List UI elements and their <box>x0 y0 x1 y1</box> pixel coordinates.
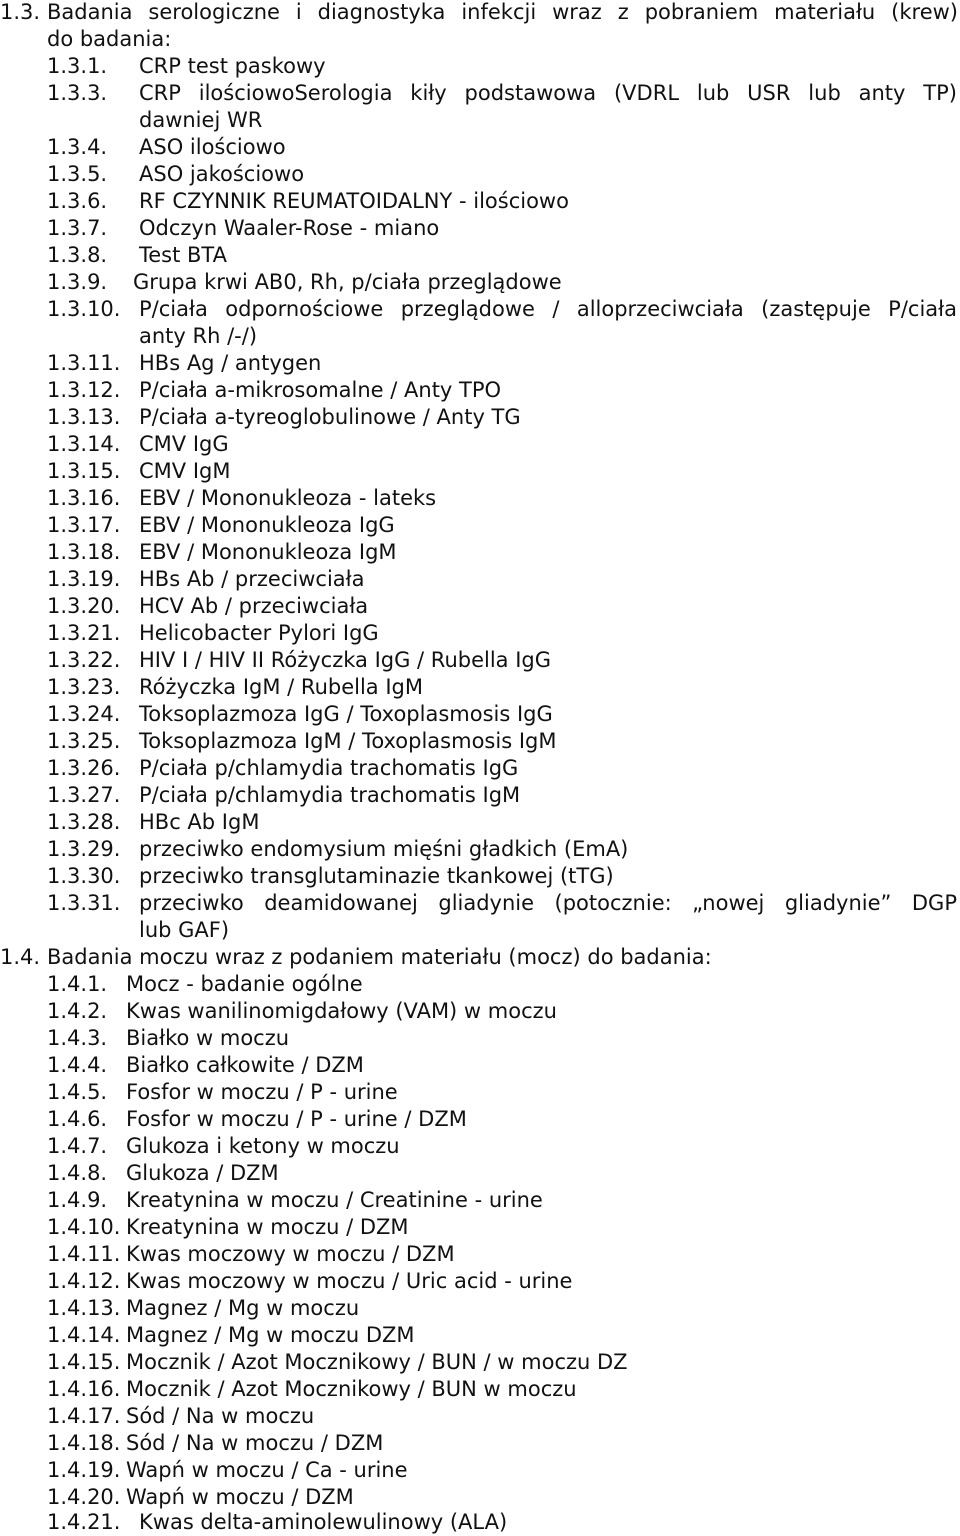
item-text: CRP ilościowoSerologia kiły podstawowa (VDRL lub USR lub anty TP) <box>139 81 957 105</box>
item-text: P/ciała a-mikrosomalne / Anty TPO <box>139 378 502 402</box>
item-text-continuation: dawniej WR <box>139 108 263 132</box>
item-number: 1.3.30. <box>47 864 121 888</box>
item-number: 1.3.11. <box>47 351 121 375</box>
item-text: Kwas moczowy w moczu / Uric acid - urine <box>126 1269 573 1293</box>
item-number: 1.4.3. <box>47 1026 108 1050</box>
item-number: 1.3.28. <box>47 810 121 834</box>
item-number: 1.3.13. <box>47 405 121 429</box>
item-number: 1.3.17. <box>47 513 121 537</box>
item-text: Glukoza / DZM <box>126 1161 279 1185</box>
item-text: Białko w moczu <box>126 1026 290 1050</box>
item-number: 1.4.14. <box>47 1323 121 1347</box>
item-number: 1.3.14. <box>47 432 121 456</box>
item-text: Odczyn Waaler-Rose - miano <box>139 216 440 240</box>
item-number: 1.4.13. <box>47 1296 121 1320</box>
item-number: 1.4.17. <box>47 1404 121 1428</box>
item-number: 1.3.7. <box>47 216 108 240</box>
item-text: przeciwko endomysium mięśni gładkich (EmA) <box>139 837 629 861</box>
item-text: Kwas delta-aminolewulinowy (ALA) <box>139 1510 508 1534</box>
item-number: 1.4.20. <box>47 1485 121 1509</box>
item-text: RF CZYNNIK REUMATOIDALNY - ilościowo <box>139 189 569 213</box>
item-text: Kreatynina w moczu / DZM <box>126 1215 409 1239</box>
item-text: HBs Ag / antygen <box>139 351 322 375</box>
item-text: Kwas moczowy w moczu / DZM <box>126 1242 455 1266</box>
item-text: HBc Ab IgM <box>139 810 260 834</box>
item-number: 1.4.8. <box>47 1161 108 1185</box>
item-text: ASO ilościowo <box>139 135 286 159</box>
item-text: Magnez / Mg w moczu DZM <box>126 1323 415 1347</box>
item-number: 1.3.3. <box>47 81 108 105</box>
section-title: Badania moczu wraz z podaniem materiału (mocz) do badania: <box>47 945 712 969</box>
item-number: 1.3.22. <box>47 648 121 672</box>
item-number: 1.4.21. <box>47 1510 121 1534</box>
item-number: 1.4.9. <box>47 1188 108 1212</box>
item-number: 1.3.29. <box>47 837 121 861</box>
item-number: 1.3.23. <box>47 675 121 699</box>
item-text-continuation: anty Rh /-/) <box>139 324 258 348</box>
item-text: P/ciała odpornościowe przeglądowe / alloprzeciwciała (zastępuje P/ciała <box>139 297 957 321</box>
item-number: 1.3.26. <box>47 756 121 780</box>
item-text: Mocz - badanie ogólne <box>126 972 363 996</box>
item-text-continuation: lub GAF) <box>139 918 230 942</box>
item-text: Helicobacter Pylori IgG <box>139 621 379 645</box>
item-text: HBs Ab / przeciwciała <box>139 567 365 591</box>
item-number: 1.3.20. <box>47 594 121 618</box>
item-number: 1.4.12. <box>47 1269 121 1293</box>
item-text: HCV Ab / przeciwciała <box>139 594 369 618</box>
item-text: Mocznik / Azot Mocznikowy / BUN w moczu <box>126 1377 577 1401</box>
item-text: Grupa krwi AB0, Rh, p/ciała przeglądowe <box>133 270 562 294</box>
item-text: HIV I / HIV II Różyczka IgG / Rubella IgG <box>139 648 552 672</box>
item-number: 1.3.5. <box>47 162 108 186</box>
item-number: 1.3.18. <box>47 540 121 564</box>
item-number: 1.4.7. <box>47 1134 108 1158</box>
item-text: P/ciała p/chlamydia trachomatis IgG <box>139 756 519 780</box>
item-number: 1.3.8. <box>47 243 108 267</box>
item-text: Fosfor w moczu / P - urine / DZM <box>126 1107 467 1131</box>
item-number: 1.4.10. <box>47 1215 121 1239</box>
item-text: Mocznik / Azot Mocznikowy / BUN / w moczu DZ <box>126 1350 628 1374</box>
item-number: 1.4.1. <box>47 972 108 996</box>
item-number: 1.4.6. <box>47 1107 108 1131</box>
item-number: 1.4.2. <box>47 999 108 1023</box>
item-number: 1.3.19. <box>47 567 121 591</box>
item-text: Glukoza i ketony w moczu <box>126 1134 400 1158</box>
item-text: Sód / Na w moczu / DZM <box>126 1431 384 1455</box>
item-number: 1.3.31. <box>47 891 121 915</box>
item-text: Wapń w moczu / DZM <box>126 1485 354 1509</box>
item-text: przeciwko deamidowanej gliadynie (potocznie: „nowej gliadynie” DGP <box>139 891 957 915</box>
item-text: przeciwko transglutaminazie tkankowej (tTG) <box>139 864 614 888</box>
item-text: ASO jakościowo <box>139 162 305 186</box>
item-number: 1.3.10. <box>47 297 121 321</box>
item-text: Kreatynina w moczu / Creatinine - urine <box>126 1188 543 1212</box>
item-number: 1.3.25. <box>47 729 121 753</box>
item-text: Test BTA <box>139 243 227 267</box>
item-number: 1.4.11. <box>47 1242 121 1266</box>
item-text: Fosfor w moczu / P - urine <box>126 1080 398 1104</box>
section-number: 1.3. <box>0 0 41 24</box>
item-text: Toksoplazmoza IgM / Toxoplasmosis IgM <box>139 729 557 753</box>
item-number: 1.3.15. <box>47 459 121 483</box>
item-number: 1.4.5. <box>47 1080 108 1104</box>
section-title-line2: do badania: <box>47 27 172 51</box>
section-title-line1: Badania serologiczne i diagnostyka infekcji wraz z pobraniem materiału (krew) <box>47 0 958 24</box>
item-number: 1.4.15. <box>47 1350 121 1374</box>
item-number: 1.3.24. <box>47 702 121 726</box>
item-text: P/ciała p/chlamydia trachomatis IgM <box>139 783 521 807</box>
item-text: CMV IgG <box>139 432 229 456</box>
item-text: Kwas wanilinomigdałowy (VAM) w moczu <box>126 999 557 1023</box>
item-number: 1.4.19. <box>47 1458 121 1482</box>
item-text: Magnez / Mg w moczu <box>126 1296 360 1320</box>
item-text: CRP test paskowy <box>139 54 326 78</box>
item-number: 1.3.1. <box>47 54 108 78</box>
item-number: 1.4.16. <box>47 1377 121 1401</box>
item-text: Białko całkowite / DZM <box>126 1053 364 1077</box>
item-number: 1.3.9. <box>47 270 108 294</box>
item-number: 1.3.27. <box>47 783 121 807</box>
item-text: Sód / Na w moczu <box>126 1404 315 1428</box>
item-number: 1.4.4. <box>47 1053 108 1077</box>
item-text: P/ciała a-tyreoglobulinowe / Anty TG <box>139 405 521 429</box>
item-number: 1.3.21. <box>47 621 121 645</box>
item-text: EBV / Mononukleoza IgM <box>139 540 397 564</box>
item-text: Toksoplazmoza IgG / Toxoplasmosis IgG <box>139 702 553 726</box>
item-number: 1.3.6. <box>47 189 108 213</box>
item-text: EBV / Mononukleoza IgG <box>139 513 395 537</box>
item-text: EBV / Mononukleoza - lateks <box>139 486 437 510</box>
item-number: 1.4.18. <box>47 1431 121 1455</box>
item-text: Różyczka IgM / Rubella IgM <box>139 675 423 699</box>
item-number: 1.3.12. <box>47 378 121 402</box>
item-text: CMV IgM <box>139 459 231 483</box>
item-number: 1.3.4. <box>47 135 108 159</box>
item-number: 1.3.16. <box>47 486 121 510</box>
item-text: Wapń w moczu / Ca - urine <box>126 1458 408 1482</box>
section-number: 1.4. <box>0 945 41 969</box>
